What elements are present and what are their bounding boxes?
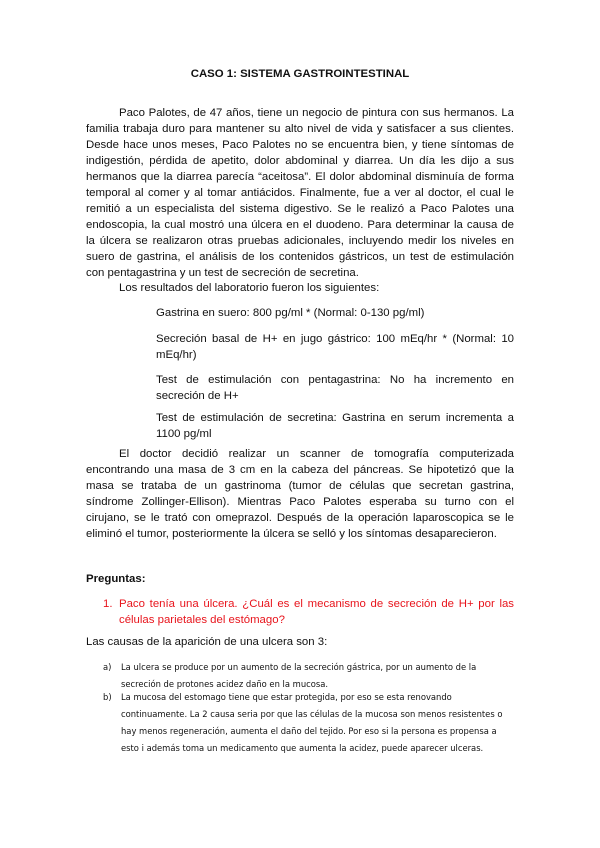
lab-result-gastrin: Gastrina en suero: 800 pg/ml * (Normal: 0-130 pg/ml) [156,307,425,319]
answer-label: b) [103,692,112,702]
lab-result-pentagastrin: Test de estimulación con pentagastrina: No ha incremento en secreción de H+ [156,374,514,402]
case-description-paragraph: Paco Palotes, de 47 años, tiene un negocio de pintura con sus hermanos. La familia trabaja duro para mantener su alto nivel de vida y satisfacer a sus clientes. Desde hace unos meses, Paco Palotes no se encuentra bien, y tiene síntomas de indigestión, pérdida de apetito, dolor abdominal y diarrea. Un día les dijo a sus hermanos que la diarrea parecía “aceitosa”. El dolor abdominal disminuía de forma temporal al comer y al tomar antiácidos. Finalmente, fue a ver al doctor, el cual le remitió a un especialista del sistema digestivo. Se le realizó a Paco Palotes una endoscopia, la cual mostró una úlcera en el duodeno. Para determinar la causa de la úlcera se realizaron otras pruebas adicionales, incluyendo medir los niveles en suero de gastrina, el análisis de los contenidos gástricos, un test de estimulación con pentagastrina y un test de secreción de secretina. [86,107,514,279]
causes-intro: Las causas de la aparición de una ulcera son 3: [86,636,328,648]
case-title: CASO 1: SISTEMA GASTROINTESTINAL [190,68,410,80]
question-number: 1. [103,598,113,610]
answer-text: La ulcera se produce por un aumento de la secreción gástrica, por un aumento de la secreción de protones acidez daño en la mucosa. [121,662,477,689]
case-outcome-paragraph: El doctor decidió realizar un scanner de tomografía computerizada encontrando una masa de 3 cm en la cabeza del páncreas. Se hipotetizó que la masa se trataba de un gastrinoma (tumor de células que secretan gastrina, síndrome Zollinger-Ellison). Mientras Paco Palotes esperaba su turno con el cirujano, se le trató con omeprazol. Después de la operación laparoscopica se le eliminó el tumor, posteriormente la úlcera se selló y los síntomas desaparecieron. [86,448,514,540]
lab-result-basal-secretion: Secreción basal de H+ en jugo gástrico: 100 mEq/hr * (Normal: 10 mEq/hr) [156,333,514,361]
answer-label: a) [103,662,112,672]
answer-text: La mucosa del estomago tiene que estar protegida, por eso se esta renovando continuamente. La 2 causa seria por que las células de la mucosa son menos resistentes o hay menos regeneración, aumenta el daño del tejido. Por eso si la persona es propensa a esto i además toma un medicamento que aumenta la acidez, puede aparecer ulceras. [121,692,503,753]
questions-heading: Preguntas: [86,573,146,585]
question-text: Paco tenía una úlcera. ¿Cuál es el mecanismo de secreción de H+ por las células parietales del estómago? [119,598,514,626]
lab-results-intro: Los resultados del laboratorio fueron los siguientes: [119,282,380,294]
lab-result-secretin: Test de estimulación de secretina: Gastrina en serum incrementa a 1100 pg/ml [156,412,514,440]
